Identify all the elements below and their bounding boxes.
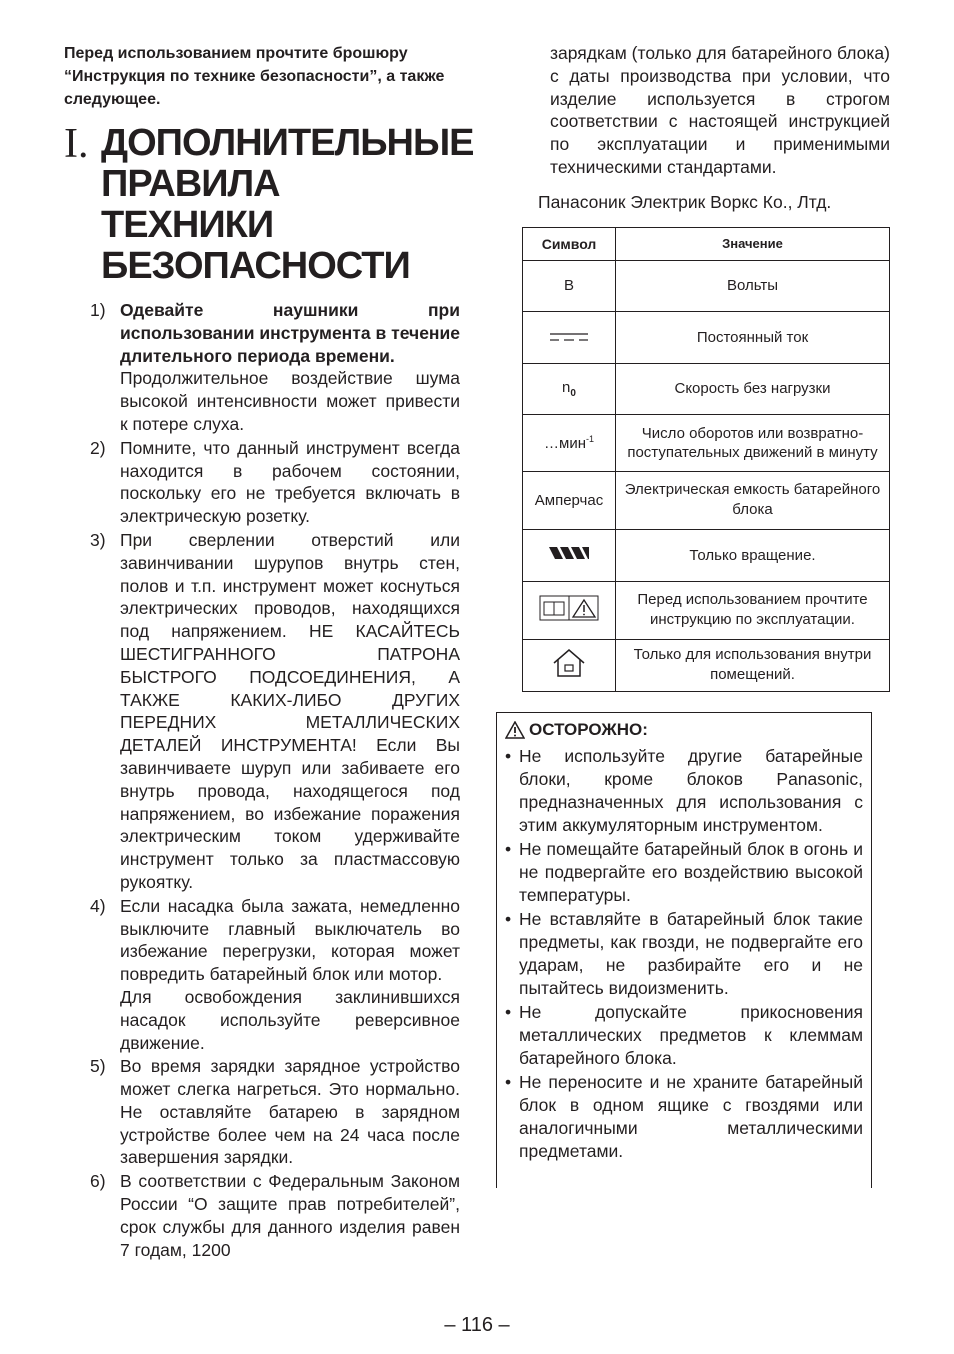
caution-item-text: Не переносите и не храните батарейный блок в одном ящике с гвоздями или аналогичными металлическими предметами. [519, 1071, 863, 1161]
meaning-cell: Постоянный ток [616, 311, 890, 363]
rule-item [64, 1055, 460, 1169]
rule-text: Продолжительное воздействие шума высокой интенсивности может привести к потере слуха. [120, 368, 460, 434]
bullet-icon: • [505, 908, 512, 929]
bullet-icon: • [505, 745, 512, 766]
rule-6-continuation: зарядкам (только для батарейного блока) с даты производства при условии, что изделие используется в строгом соответствии с настоящей инструкцией по эксплуатации и применимыми техническими стандартами. [550, 43, 890, 177]
rule-text: Помните, что данный инструмент всегда находится в рабочем состоянии, поскольку его не требуется включать в электрическую розетку. [120, 437, 460, 527]
meaning-cell: Число оборотов или возвратно-поступательных движений в минуту [616, 414, 890, 471]
section-heading-line1: ДОПОЛНИТЕЛЬНЫЕ [101, 122, 474, 164]
symbol-cell: Амперчас [523, 471, 616, 529]
section-heading-line2: ПРАВИЛА ТЕХНИКИ [101, 163, 280, 246]
right-column [505, 42, 890, 1188]
symbol-cell [523, 639, 616, 691]
rule-number: 2) [90, 437, 106, 458]
rule-text: В соответствии с Федеральным Законом России “О защите прав потребителей”, срок службы для данного изделия равен 7 годам, 1200 [120, 1171, 460, 1260]
rule-number: 5) [90, 1056, 106, 1077]
rule-bold-text: Одевайте наушники при использовании инструмента в течение длительного периода времени. [120, 300, 460, 366]
per-minute-text: …мин [544, 434, 586, 452]
table-row [523, 529, 890, 581]
table-row [523, 471, 890, 529]
rule-number: 3) [90, 529, 106, 550]
per-minute-symbol [544, 435, 594, 452]
caution-item-text: Не помещайте батарейный блок в огонь и не подвергайте его воздействию высокой температуры. [519, 838, 863, 905]
left-column [64, 42, 474, 1262]
indoor-use-icon [550, 647, 588, 679]
symbol-cell [523, 529, 616, 581]
caution-item [505, 908, 863, 1000]
warning-triangle-icon [505, 721, 525, 739]
caution-item-text: Не вставляйте в батарейный блок такие предметы, как гвозди, не подвергайте его ударам, не разбирайте его и не пытайтесь видоизменить. [519, 908, 863, 998]
page-number: – 116 – [444, 1314, 510, 1336]
rule-number: 6) [90, 1171, 106, 1192]
meaning-cell: Только вращение. [616, 529, 890, 581]
no-load-speed-subscript: 0 [570, 387, 576, 399]
table-row [523, 311, 890, 363]
direct-current-icon [549, 332, 589, 342]
rule-item [64, 299, 460, 436]
rule-number: 4) [90, 895, 106, 916]
caution-heading [505, 719, 863, 741]
per-minute-superscript: -1 [585, 433, 594, 444]
rules-list [64, 299, 460, 1261]
rule-item [64, 1170, 460, 1261]
header-meaning: Значение [616, 227, 890, 260]
symbol-cell [523, 260, 616, 311]
meaning-cell: Перед использованием прочтите инструкцию по эксплуатации. [616, 581, 890, 639]
caution-item [505, 745, 863, 837]
section-title [64, 121, 474, 287]
caution-list [505, 745, 863, 1163]
symbol-cell [523, 414, 616, 471]
table-row [523, 639, 890, 691]
rule-item [64, 437, 460, 528]
caution-item [505, 1001, 863, 1070]
rule-item [64, 529, 460, 894]
rule-text: Во время зарядки зарядное устройство может слегка нагреться. Это нормально. Не оставляйте батарею в зарядном устройстве более чем на 24 часа после завершения зарядки. [120, 1056, 460, 1168]
rule-text-2: Для освобождения заклинившихся насадок используйте реверсивное движение. [120, 986, 460, 1053]
read-manual-warning-icon [539, 595, 599, 621]
symbol-cell [523, 311, 616, 363]
company-name: Панасоник Электрик Воркс Ко., Лтд. [538, 191, 832, 212]
rotation-only-icon [549, 545, 589, 561]
rule-item [64, 895, 460, 1055]
meaning-cell: Вольты [616, 260, 890, 311]
no-load-speed-symbol [562, 378, 576, 399]
no-load-speed-n: n [562, 378, 571, 396]
caution-item-text: Не используйте другие батарейные блоки, кроме блоков Panasonic, предназначенных для использования с этим аккумуляторным инструментом. [519, 745, 863, 835]
symbol-table [522, 227, 890, 692]
meaning-cell: Электрическая емкость батарейного блока [616, 471, 890, 529]
bullet-icon: • [505, 838, 512, 859]
caution-item [505, 1071, 863, 1163]
section-number: I. [64, 121, 89, 167]
caution-item [505, 838, 863, 907]
section-heading [101, 122, 474, 287]
symbol-cell [523, 581, 616, 639]
bullet-icon: • [505, 1001, 512, 1022]
table-row [523, 414, 890, 471]
caution-item-text: Не допускайте прикосновения металлических предметов к клеммам батарейного блока. [519, 1001, 863, 1068]
caution-box [496, 712, 872, 1188]
header-symbol: Символ [523, 227, 616, 260]
table-row [523, 260, 890, 311]
meaning-cell: Только для использования внутри помещений. [616, 639, 890, 691]
meaning-cell: Скорость без нагрузки [616, 363, 890, 414]
rule-number: 1) [90, 300, 106, 320]
bullet-icon: • [505, 1071, 512, 1092]
table-row [523, 581, 890, 639]
intro-text: Перед использованием прочтите брошюру “Инструкция по технике безопасности”, а также следующее. [64, 45, 445, 108]
volt-symbol: В [563, 277, 574, 295]
rule-text: Если насадка была зажата, немедленно выключите главный выключатель во избежание перегрузки, которая может повредить батарейный блок или мотор. [120, 895, 460, 985]
caution-heading-text: ОСТОРОЖНО: [529, 719, 648, 739]
symbol-table-header [523, 227, 890, 260]
table-row [523, 363, 890, 414]
rule-text: При сверлении отверстий или завинчивании шурупов внутрь стен, полов и т.п. инструмент может коснуться электрических проводов, находящихся под напряжением. НЕ КАСАЙТЕСЬ ШЕСТИГРАННОГО ПАТРОНА БЫСТРОГО ПОДСОЕДИНЕНИЯ, А ТАКЖЕ КАКИХ-ЛИБО ДРУГИХ ПЕРЕДНИХ МЕТАЛЛИЧЕСКИХ ДЕТАЛЕЙ ИНСТРУМЕНТА! Если Вы завинчиваете шуруп или забиваете его внутрь провода, находящегося под напряжением, во избежание поражения электрическим током удерживайте инструмент только за пластмассовую рукоятку. [120, 529, 460, 892]
section-heading-line3: БЕЗОПАСНОСТИ [101, 245, 410, 287]
symbol-cell [523, 363, 616, 414]
